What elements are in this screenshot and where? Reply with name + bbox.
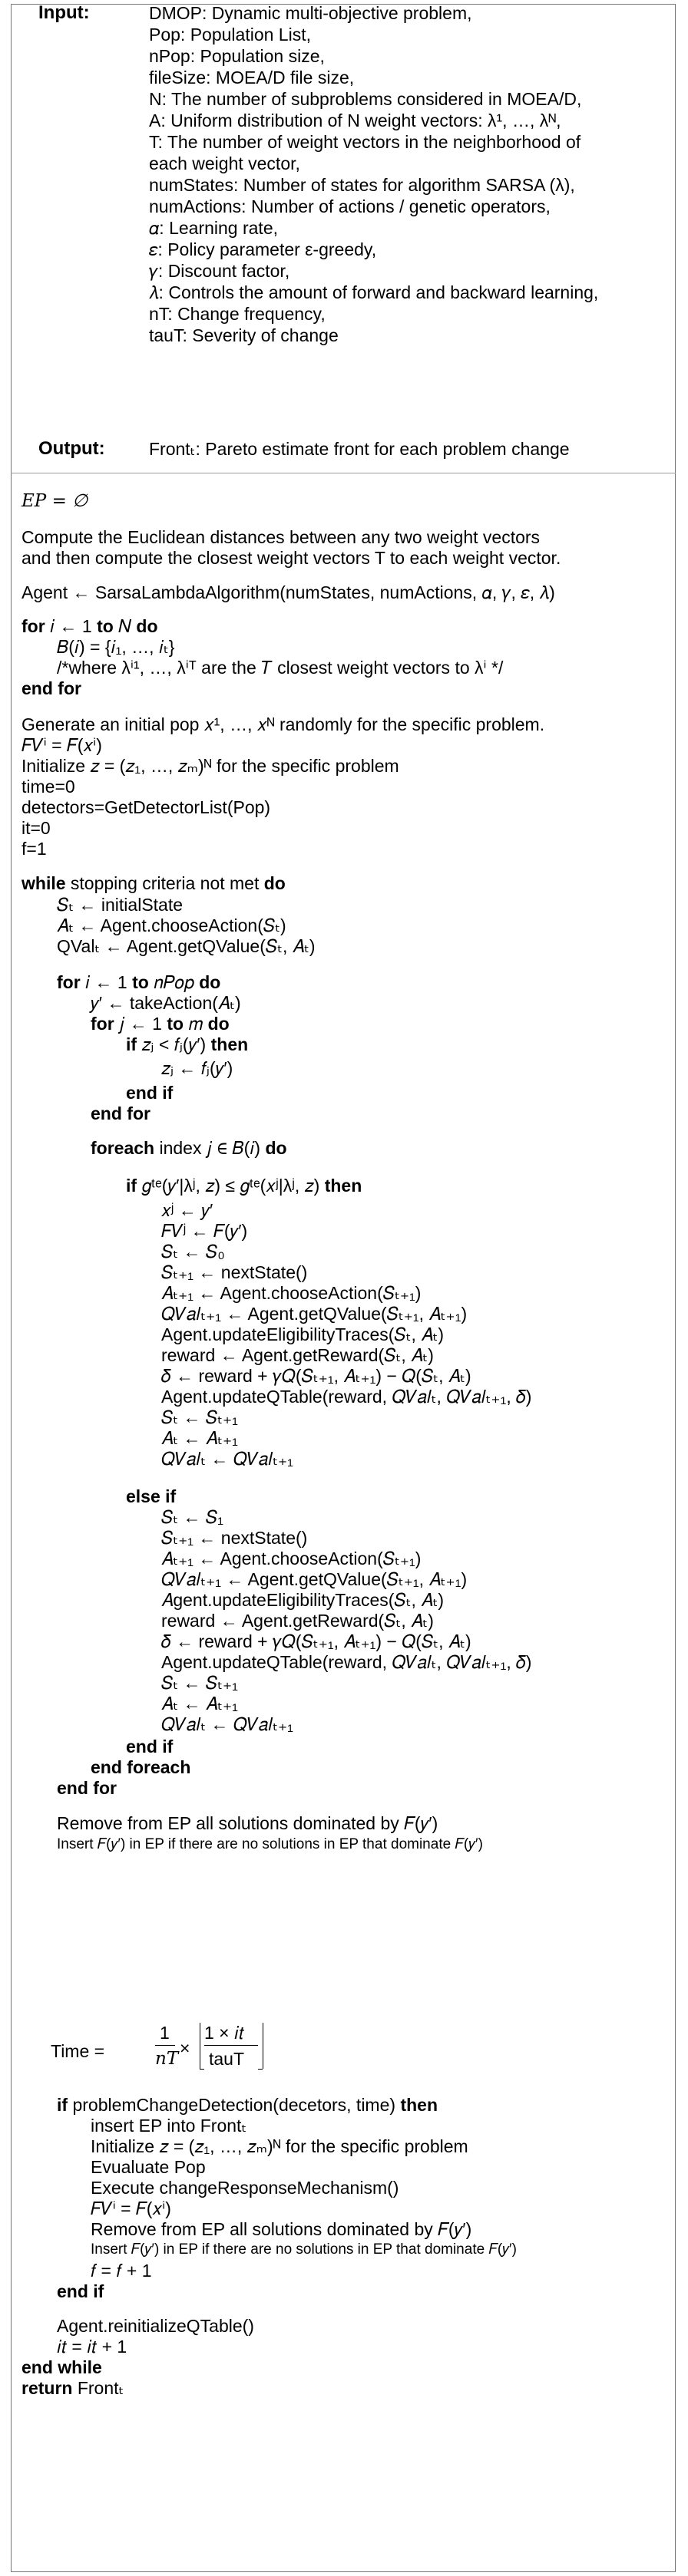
algorithm-line: 𝑆ₜ₊₁ ← nextState() [161,1528,308,1548]
time-frac2-den: tauT [209,2049,245,2069]
algorithm-line: 𝑖𝑡 = 𝑖𝑡 + 1 [57,2337,127,2357]
algorithm-line: Agent ← SarsaLambdaAlgorithm(numStates, numActions, 𝛼, 𝛾, 𝜀, 𝜆) [22,582,555,602]
algorithm-line: 𝐴ₜ ← 𝐴ₜ₊₁ [161,1428,238,1448]
input-item: 𝜀: Policy parameter ε-greedy, [149,239,377,259]
algorithm-line: and then compute the closest weight vectors T to each weight vector. [22,548,561,568]
time-frac1-den: 𝑛𝑇 [155,2049,179,2069]
algorithm-line: EP = ∅ [22,491,88,511]
input-item: numStates: Number of states for algorithm SARSA (λ), [149,175,575,195]
input-heading: Input: [38,2,90,23]
algorithm-line: 𝛿 ← reward + 𝛾𝑄(𝑆ₜ₊₁, 𝐴ₜ₊₁) − 𝑄(𝑆ₜ, 𝐴ₜ) [161,1366,471,1386]
time-frac1-num: 1 [160,2023,170,2043]
input-item: N: The number of subproblems considered in MOEA/D, [149,89,582,109]
algorithm-line: 𝐴ₜ ← 𝐴ₜ₊₁ [161,1694,238,1713]
algorithm-line: if problemChangeDetection(decetors, time) then [57,2095,438,2115]
algorithm-line: end for [22,678,81,698]
algorithm-line: 𝑆ₜ₊₁ ← nextState() [161,1262,308,1282]
algorithm-line: Agent.updateEligibilityTraces(𝑆ₜ, 𝐴ₜ) [161,1324,445,1344]
algorithm-line: end while [22,2357,102,2377]
algorithm-line: Compute the Euclidean distances between any two weight vectors [22,527,541,547]
algorithm-line: if 𝑔ᵗᵉ(𝑦′|λʲ, 𝑧) ≤ 𝑔ᵗᵉ(𝑥ʲ|λʲ, 𝑧) then [126,1176,362,1196]
time-frac1-bar [155,2045,175,2046]
input-item: A: Uniform distribution of N weight vectors: λ¹, …, λᴺ, [149,110,561,130]
algorithm-line: 𝐴ₜ ← Agent.chooseAction(𝑆ₜ) [57,915,286,935]
time-lhs: Time = [51,2041,105,2061]
time-frac2-num: 1 × 𝑖𝑡 [204,2023,244,2043]
time-frac2-bar [204,2045,258,2046]
algorithm-line: it=0 [22,818,51,838]
output-description: Frontₜ: Pareto estimate front for each problem change [149,439,570,459]
input-item: tauT: Severity of change [149,325,339,345]
algorithm-line: return Frontₜ [22,2378,124,2398]
algorithm-line: Evualuate Pop [91,2157,206,2177]
algorithm-line: end for [57,1778,117,1798]
input-item: 𝛾: Discount factor, [149,261,290,281]
algorithm-line: /*where λⁱ¹, …, λⁱᵀ are the 𝑇 closest weight vectors to λⁱ */ [57,658,504,678]
algorithm-line: if 𝑧ⱼ < 𝑓ⱼ(𝑦′) then [126,1034,249,1054]
algorithm-line: reward ← Agent.getReward(𝑆ₜ, 𝐴ₜ) [161,1345,434,1365]
input-item: DMOP: Dynamic multi-objective problem, [149,3,472,23]
floor-right-foot [258,2069,263,2070]
algorithm-line: reward ← Agent.getReward(𝑆ₜ, 𝐴ₜ) [161,1611,434,1631]
algorithm-line: 𝐹𝑉ⁱ = 𝐹(𝑥ⁱ) [91,2198,171,2218]
algorithm-line: Insert 𝐹(𝑦′) in EP if there are no solutions in EP that dominate 𝐹(𝑦′) [57,1836,483,1852]
algorithm-line: 𝑄𝑉𝑎𝑙ₜ₊₁ ← Agent.getQValue(𝑆ₜ₊₁, 𝐴ₜ₊₁) [161,1569,468,1589]
algorithm-line: end if [57,2281,104,2301]
algorithm-line: end if [126,1083,174,1103]
algorithm-line: 𝐹𝑉ʲ ← 𝐹(𝑦′) [161,1221,248,1241]
input-item: 𝜆: Controls the amount of forward and backward learning, [149,282,599,302]
algorithm-line: Remove from EP all solutions dominated by 𝐹(𝑦′) [57,1813,438,1833]
algorithm-line: 𝑆ₜ ← 𝑆ₜ₊₁ [161,1407,238,1427]
input-item: nT: Change frequency, [149,304,326,324]
algorithm-line: f=1 [22,839,47,859]
algorithm-line: Initialize 𝑧 = (𝑧₁, …, 𝑧ₘ)ᴺ for the specific problem [22,756,399,776]
algorithm-line: Execute changeResponseMechanism() [91,2178,399,2198]
input-item: Pop: Population List, [149,25,311,45]
algorithm-line: 𝐴ₜ₊₁ ← Agent.chooseAction(𝑆ₜ₊₁) [161,1549,422,1568]
algorithm-line: 𝑧ⱼ ← 𝑓ⱼ(𝑦′) [161,1058,233,1078]
algorithm-line: 𝑄𝑉𝑎𝑙ₜ ← 𝑄𝑉𝑎𝑙ₜ₊₁ [161,1714,293,1734]
algorithm-line: time=0 [22,777,75,797]
algorithm-line: insert EP into Frontₜ [91,2116,247,2136]
input-item: numActions: Number of actions / genetic operators, [149,196,551,216]
algorithm-line: Insert 𝐹(𝑦′) in EP if there are no solutions in EP that dominate 𝐹(𝑦′) [91,2241,517,2258]
algorithm-line: end foreach [91,1757,191,1777]
algorithm-line: for 𝑖 ← 1 to 𝑛𝑃𝑜𝑝 do [57,972,221,992]
algorithm-line: Agent.reinitializeQTable() [57,2316,254,2336]
algorithm-line: Agent.updateQTable(reward, 𝑄𝑉𝑎𝑙ₜ, 𝑄𝑉𝑎𝑙ₜ₊₁, 𝛿) [161,1652,532,1672]
algorithm-line: Initialize 𝑧 = (𝑧₁, …, 𝑧ₘ)ᴺ for the specific problem [91,2136,468,2156]
output-heading: Output: [38,438,105,459]
algorithm-line: 𝑆ₜ ← 𝑆₁ [161,1507,224,1527]
algorithm-line: for 𝑖 ← 1 to 𝑁 do [22,616,158,636]
algorithm-line: detectors=GetDetectorList(Pop) [22,797,271,817]
algorithm-line: foreach index 𝑗 ∈ 𝐵(𝑖) do [91,1138,287,1158]
algorithm-line: 𝑄𝑉𝑎𝑙ₜ ← 𝑄𝑉𝑎𝑙ₜ₊₁ [161,1449,293,1469]
algorithm-line: 𝑆ₜ ← initialState [57,895,184,915]
input-item: fileSize: MOEA/D file size, [149,68,355,87]
algorithm-line: 𝛿 ← reward + 𝛾𝑄(𝑆ₜ₊₁, 𝐴ₜ₊₁) − 𝑄(𝑆ₜ, 𝐴ₜ) [161,1631,471,1651]
algorithm-line: Generate an initial pop 𝑥¹, …, 𝑥ᴺ randomly for the specific problem. [22,714,545,734]
input-item: nPop: Population size, [149,46,325,66]
algorithm-line: 𝐵(𝑖) = {𝑖₁, …, 𝑖ₜ} [57,637,175,657]
floor-left-foot [200,2069,204,2070]
input-item: T: The number of weight vectors in the neighborhood of [149,132,581,152]
algorithm-line: 𝑆ₜ ← 𝑆ₜ₊₁ [161,1673,238,1693]
algorithm-line: for 𝑗 ← 1 to 𝑚 do [91,1014,230,1034]
algorithm-line: end if [126,1737,174,1756]
algorithm-line: 𝐴ₜ₊₁ ← Agent.chooseAction(𝑆ₜ₊₁) [161,1283,422,1303]
time-times: × [180,2038,190,2058]
algorithm-line: Remove from EP all solutions dominated by 𝐹(𝑦′) [91,2219,472,2239]
algorithm-line: QValₜ ← Agent.getQValue(𝑆ₜ, 𝐴ₜ) [57,936,316,956]
algorithm-line: while stopping criteria not met do [22,873,286,893]
algorithm-line: 𝑥ʲ ← 𝑦′ [161,1200,213,1220]
algorithm-line: 𝑓 = 𝑓 + 1 [91,2261,152,2281]
algorithm-line: else if [126,1486,177,1506]
algorithm-line: 𝑄𝑉𝑎𝑙ₜ₊₁ ← Agent.getQValue(𝑆ₜ₊₁, 𝐴ₜ₊₁) [161,1304,468,1324]
input-item: 𝛼: Learning rate, [149,218,279,238]
algorithm-line: 𝑦′ ← takeAction(𝐴ₜ) [91,993,241,1013]
algorithm-line: 𝐴gent.updateEligibilityTraces(𝑆ₜ, 𝐴ₜ) [161,1590,445,1610]
input-item: each weight vector, [149,153,300,173]
algorithm-line: end for [91,1103,150,1123]
algorithm-line: 𝐹𝑉ⁱ = 𝐹(𝑥ⁱ) [22,735,102,755]
algorithm-line: 𝑆ₜ ← 𝑆₀ [161,1242,225,1262]
algorithm-line: Agent.updateQTable(reward, 𝑄𝑉𝑎𝑙ₜ, 𝑄𝑉𝑎𝑙ₜ₊₁, 𝛿) [161,1387,532,1407]
